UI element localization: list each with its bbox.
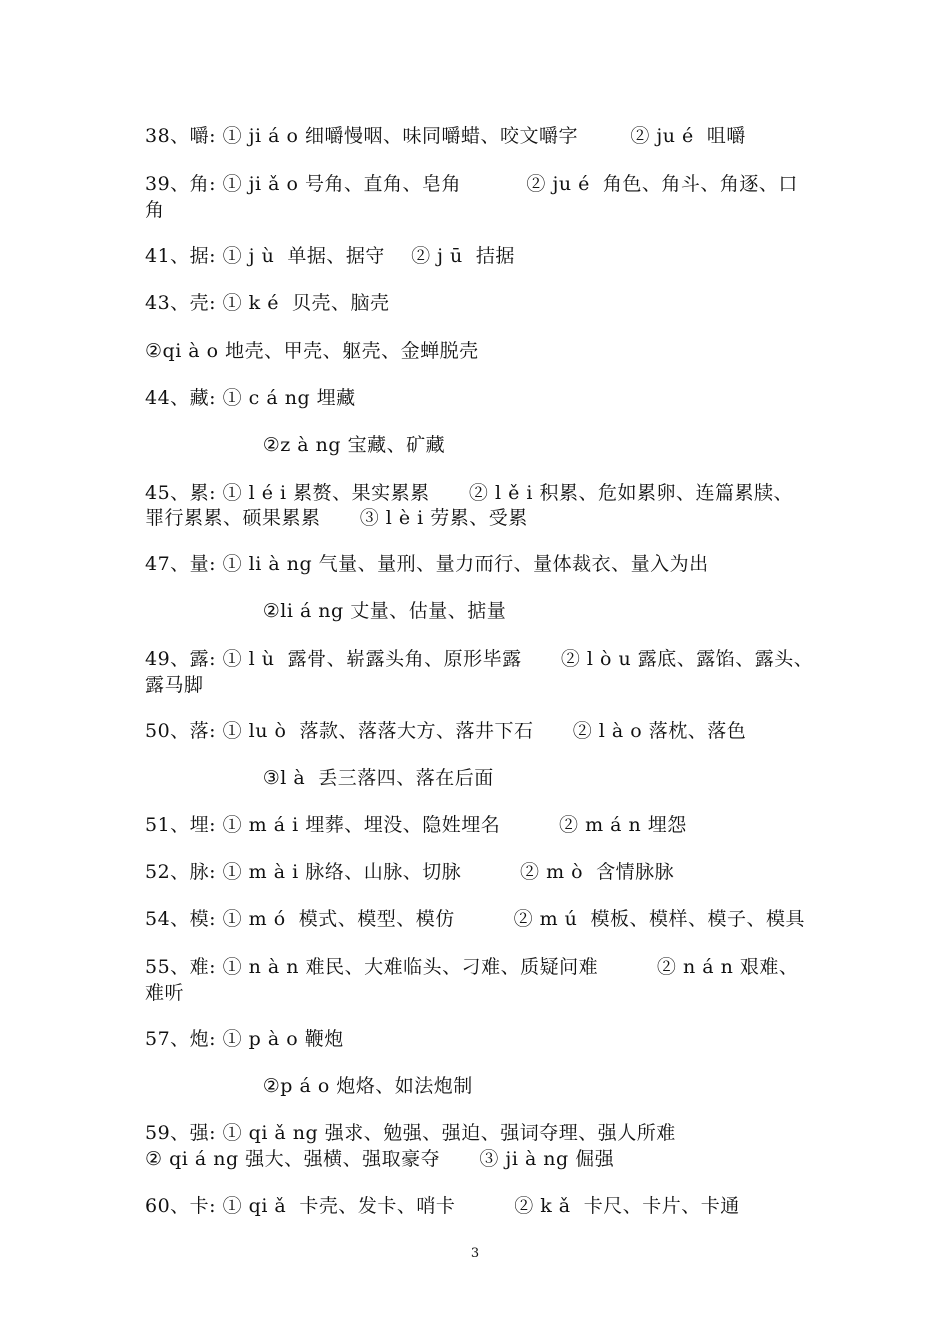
entry-57-pao: 57、炮: ① p à o 鞭炮 [145,1028,344,1050]
entry-44-zang: ②z à ng 宝藏、矿藏 [145,434,446,456]
entry-50-luo-lao: 50、落: ① lu ò 落款、落落大方、落井下石 ② l à o 落枕、落色 [145,720,747,742]
entry-51-mai-man: 51、埋: ① m á i 埋葬、埋没、隐姓埋名 ② m á n 埋怨 [145,814,687,836]
entry-44-cang: 44、藏: ① c á ng 埋藏 [145,387,356,409]
entry-49-lu-lou: 49、露: ① l ù 露骨、崭露头角、原形毕露 ② l ò u 露底、露馅、露头、 [145,648,814,670]
entry-59-continuation: ② qi á ng 强大、强横、强取豪夺 ③ ji à ng 倔强 [145,1148,615,1170]
entry-55-continuation: 难听 [145,982,185,1004]
entry-47-liang-2: ②li á ng 丈量、估量、掂量 [145,600,507,622]
page-number: 3 [470,1246,480,1261]
entry-38-jiao-jue: 38、嚼: ① ji á o 细嚼慢咽、味同嚼蜡、咬文嚼字 ② ju é 咀嚼 [145,125,746,147]
entry-52-mai-mo: 52、脉: ① m à i 脉络、山脉、切脉 ② m ò 含情脉脉 [145,861,675,883]
entry-50-la: ③l à 丢三落四、落在后面 [145,767,494,789]
entry-55-nan: 55、难: ① n à n 难民、大难临头、刁难、质疑问难 ② n á n 艰难、 [145,956,799,978]
entry-60-qia-ka: 60、卡: ① qi ǎ 卡壳、发卡、哨卡 ② k ǎ 卡尺、卡片、卡通 [145,1195,740,1217]
entry-49-continuation: 露马脚 [145,674,204,696]
entry-45-lei: 45、累: ① l é i 累赘、果实累累 ② l ě i 积累、危如累卵、连篇累牍、 [145,482,793,504]
entry-41-ju: 41、据: ① j ù 单据、据守 ② j ū 拮据 [145,245,515,267]
entry-43-ke: 43、壳: ① k é 贝壳、脑壳 [145,292,390,314]
entry-47-liang: 47、量: ① li à ng 气量、量刑、量力而行、量体裁衣、量入为出 [145,553,709,575]
entry-43-qiao: ②qi à o 地壳、甲壳、躯壳、金蝉脱壳 [145,340,479,362]
entry-45-continuation: 罪行累累、硕果累累 ③ l è i 劳累、受累 [145,507,528,529]
entry-59-qiang: 59、强: ① qi ǎ ng 强求、勉强、强迫、强词夺理、强人所难 [145,1122,676,1144]
entry-39-continuation: 角 [145,199,165,221]
entry-54-mo-mu: 54、模: ① m ó 模式、模型、模仿 ② m ú 模板、模样、模子、模具 [145,908,806,930]
entry-57-pao-2: ②p á o 炮烙、如法炮制 [145,1075,473,1097]
entry-39-jiao-jue: 39、角: ① ji ǎ o 号角、直角、皂角 ② ju é 角色、角斗、角逐、口 [145,173,798,195]
